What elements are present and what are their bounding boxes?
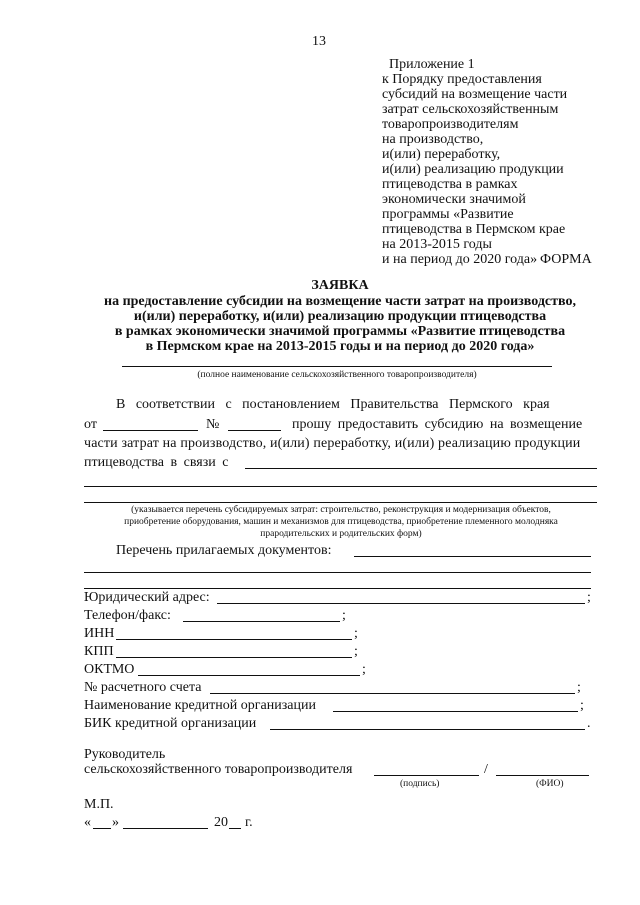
appendix-line: товаропроизводителям <box>382 117 519 132</box>
form-label: ФОРМА <box>540 252 592 267</box>
bank-name-field[interactable] <box>333 711 578 712</box>
date-field[interactable] <box>103 430 198 431</box>
field-end: ; <box>587 590 591 605</box>
date-month-field[interactable] <box>123 828 208 829</box>
field-end: ; <box>580 698 584 713</box>
field-end: ; <box>342 608 346 623</box>
oktmo-field[interactable] <box>138 675 360 676</box>
decree-number-field[interactable] <box>228 430 281 431</box>
full-name-caption: (ФИО) <box>536 779 564 789</box>
reason-field-line[interactable] <box>84 486 597 487</box>
page-number: 13 <box>312 34 326 49</box>
legal-address-label: Юридический адрес: <box>84 590 210 605</box>
reason-field[interactable] <box>245 468 597 469</box>
bank-name-label: Наименование кредитной организации <box>84 698 316 713</box>
field-end: ; <box>354 626 358 641</box>
appendix-line: и(или) реализацию продукции <box>382 162 564 177</box>
subtitle-line: и(или) переработку, и(или) реализацию продукции птицеводства <box>133 309 547 324</box>
date-year-field[interactable] <box>229 828 241 829</box>
appendix-line: к Порядку предоставления <box>382 72 542 87</box>
documents-field-line[interactable] <box>84 572 591 573</box>
phone-fax-field[interactable] <box>183 621 340 622</box>
expenses-caption: (указывается перечень субсидируемых затрат: строительство, реконструкция и модернизация объектов, <box>131 505 551 515</box>
legal-address-field[interactable] <box>217 603 585 604</box>
signature-field[interactable] <box>374 775 479 776</box>
reason-field-line[interactable] <box>84 502 597 503</box>
date-year-suffix: г. <box>245 815 253 830</box>
field-end: ; <box>577 680 581 695</box>
account-number-field[interactable] <box>210 693 575 694</box>
field-end: ; <box>354 644 358 659</box>
documents-label: Перечень прилагаемых документов: <box>116 543 332 558</box>
bik-field[interactable] <box>270 729 585 730</box>
date-day-field[interactable] <box>93 828 111 829</box>
full-name-field[interactable] <box>496 775 589 776</box>
appendix-line: Приложение 1 <box>389 57 475 72</box>
appendix-line: и на период до 2020 года» <box>382 252 538 267</box>
subtitle-line: на предоставление субсидии на возмещение части затрат на производство, <box>104 294 576 309</box>
phone-fax-label: Телефон/факс: <box>84 608 171 623</box>
field-end: ; <box>362 662 366 677</box>
inn-field[interactable] <box>116 639 352 640</box>
signature-producer-label: сельскохозяйственного товаропроизводителя <box>84 762 353 777</box>
appendix-line: программы «Развитие <box>382 207 514 222</box>
paragraph-line: птицеводства в связи с <box>84 455 229 470</box>
appendix-line: экономически значимой <box>382 192 526 207</box>
field-end: . <box>587 716 591 731</box>
appendix-line: субсидий на возмещение части <box>382 87 568 102</box>
expenses-caption: прародительских и родительских форм) <box>260 529 422 539</box>
appendix-line: и(или) переработку, <box>382 147 501 162</box>
signature-slash: / <box>484 762 488 777</box>
date-open-quote: « <box>84 815 91 830</box>
producer-name-field[interactable] <box>122 366 552 367</box>
appendix-line: на 2013-2015 годы <box>382 237 492 252</box>
document-title: ЗАЯВКА <box>311 278 369 293</box>
subtitle-line: в Пермском крае на 2013-2015 годы и на период до 2020 года» <box>145 339 535 354</box>
inn-label: ИНН <box>84 626 115 641</box>
paragraph-line: части затрат на производство, и(или) переработку, и(или) реализацию продукции <box>84 436 581 451</box>
signature-caption: (подпись) <box>400 779 440 789</box>
date-close-quote: » <box>112 815 119 830</box>
kpp-field[interactable] <box>116 657 352 658</box>
date-year-prefix: 20 <box>214 815 228 830</box>
oktmo-label: ОКТМО <box>84 662 135 677</box>
bik-label: БИК кредитной организации <box>84 716 257 731</box>
account-number-label: № расчетного счета <box>84 680 202 695</box>
appendix-line: птицеводства в рамках <box>382 177 518 192</box>
appendix-line: затрат сельскохозяйственным <box>382 102 559 117</box>
stamp-label: М.П. <box>84 797 114 812</box>
expenses-caption: приобретение оборудования, машин и механизмов для птицеводства, приобретение племенного молодняка <box>124 517 558 527</box>
documents-field-line[interactable] <box>84 588 591 589</box>
kpp-label: КПП <box>84 644 114 659</box>
from-label: от <box>84 417 97 432</box>
appendix-line: птицеводства в Пермском крае <box>382 222 566 237</box>
subtitle-line: в рамках экономически значимой программы «Развитие птицеводства <box>114 324 566 339</box>
documents-field[interactable] <box>354 556 591 557</box>
request-text: прошу предоставить субсидию на возмещение <box>292 417 583 432</box>
number-sign: № <box>206 417 220 432</box>
paragraph-line: В соответствии с постановлением Правительства Пермского края <box>116 397 550 412</box>
appendix-line: на производство, <box>382 132 484 147</box>
signature-head-label: Руководитель <box>84 747 166 762</box>
producer-caption: (полное наименование сельскохозяйственного товаропроизводителя) <box>197 370 477 380</box>
